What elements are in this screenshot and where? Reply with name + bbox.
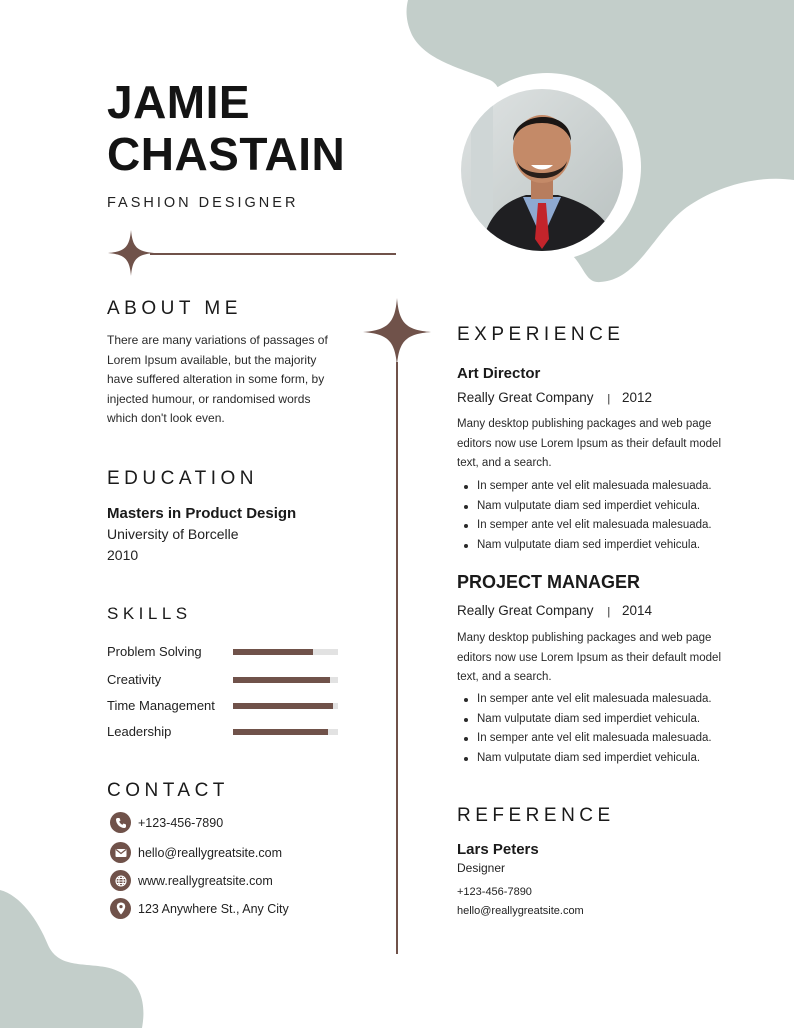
job-bullets — [457, 477, 747, 555]
list-item: In semper ante vel elit malesuada malesuada. — [457, 477, 747, 497]
globe-icon — [110, 870, 131, 891]
four-point-star-icon — [108, 230, 154, 276]
profile-photo — [461, 89, 623, 251]
four-point-star-icon — [363, 298, 431, 366]
job-title: FASHION DESIGNER — [107, 195, 299, 211]
phone-icon — [110, 812, 131, 833]
skills-heading: SKILLS — [107, 604, 192, 623]
reference-name: Lars Peters — [457, 841, 539, 858]
list-item: In semper ante vel elit malesuada malesuada. — [457, 690, 747, 710]
reference-phone: +123-456-7890 — [457, 886, 532, 898]
column-divider — [396, 362, 398, 954]
job-company-line — [457, 390, 652, 405]
job-year: 2014 — [621, 603, 652, 618]
envelope-icon — [110, 842, 131, 863]
job-company: Really Great Company — [457, 603, 594, 618]
contact-address — [110, 898, 289, 919]
skill-bar — [233, 729, 338, 735]
contact-email-text[interactable]: hello@reallygreatsite.com — [138, 845, 283, 860]
skill-label: Creativity — [107, 672, 162, 687]
job-separator: | — [607, 606, 611, 618]
contact-phone-text: +123-456-7890 — [138, 815, 224, 830]
job-separator: | — [607, 393, 611, 405]
contact-heading: CONTACT — [107, 780, 229, 801]
skill-bar-fill — [233, 677, 330, 683]
person-name — [107, 76, 345, 180]
reference-email[interactable]: hello@reallygreatsite.com — [457, 905, 584, 917]
skill-bar-fill — [233, 649, 313, 655]
name-last: CHASTAIN — [107, 128, 346, 180]
job-description: Many desktop publishing packages and web page editors now use Lorem Ipsum as their default model text, and a search. — [457, 632, 721, 683]
skill-bar — [233, 703, 338, 709]
list-item: Nam vulputate diam sed imperdiet vehicula. — [457, 710, 747, 730]
skill-label: Problem Solving — [107, 644, 202, 659]
skill-label: Leadership — [107, 724, 172, 739]
education-year: 2010 — [107, 547, 139, 563]
job-year: 2012 — [621, 390, 652, 405]
list-item: Nam vulputate diam sed imperdiet vehicula. — [457, 497, 747, 517]
list-item: In semper ante vel elit malesuada malesuada. — [457, 516, 747, 536]
job-company: Really Great Company — [457, 390, 594, 405]
job-bullets — [457, 690, 747, 768]
education-degree: Masters in Product Design — [107, 505, 297, 522]
job-company-line — [457, 603, 652, 618]
contact-email — [110, 842, 282, 863]
skill-label: Time Management — [107, 698, 215, 713]
about-heading: ABOUT ME — [107, 298, 242, 319]
contact-phone — [110, 812, 223, 833]
job-description: Many desktop publishing packages and web page editors now use Lorem Ipsum as their default model text, and a search. — [457, 418, 721, 469]
list-item: In semper ante vel elit malesuada malesuada. — [457, 729, 747, 749]
experience-heading: EXPERIENCE — [457, 324, 625, 345]
skill-bar — [233, 677, 338, 683]
list-item: Nam vulputate diam sed imperdiet vehicula. — [457, 536, 747, 556]
location-pin-icon — [110, 898, 131, 919]
skill-bar-fill — [233, 703, 333, 709]
education-school: University of Borcelle — [107, 526, 239, 542]
list-item: Nam vulputate diam sed imperdiet vehicula. — [457, 749, 747, 769]
job-title: PROJECT MANAGER — [457, 572, 641, 592]
skill-bar-fill — [233, 729, 328, 735]
name-first: JAMIE — [107, 76, 251, 128]
contact-website-text[interactable]: www.reallygreatsite.com — [138, 873, 273, 888]
reference-heading: REFERENCE — [457, 805, 615, 826]
header-divider — [150, 253, 396, 255]
education-heading: EDUCATION — [107, 468, 258, 489]
contact-website — [110, 870, 273, 891]
job-title: Art Director — [457, 365, 541, 382]
skill-bar — [233, 649, 338, 655]
contact-address-text: 123 Anywhere St., Any City — [138, 901, 289, 916]
about-text: There are many variations of passages of Lorem Ipsum available, but the majority have suffered alteration in some form, by injected humour, or randomised words which don't look even. — [107, 333, 328, 425]
reference-role: Designer — [457, 861, 506, 875]
